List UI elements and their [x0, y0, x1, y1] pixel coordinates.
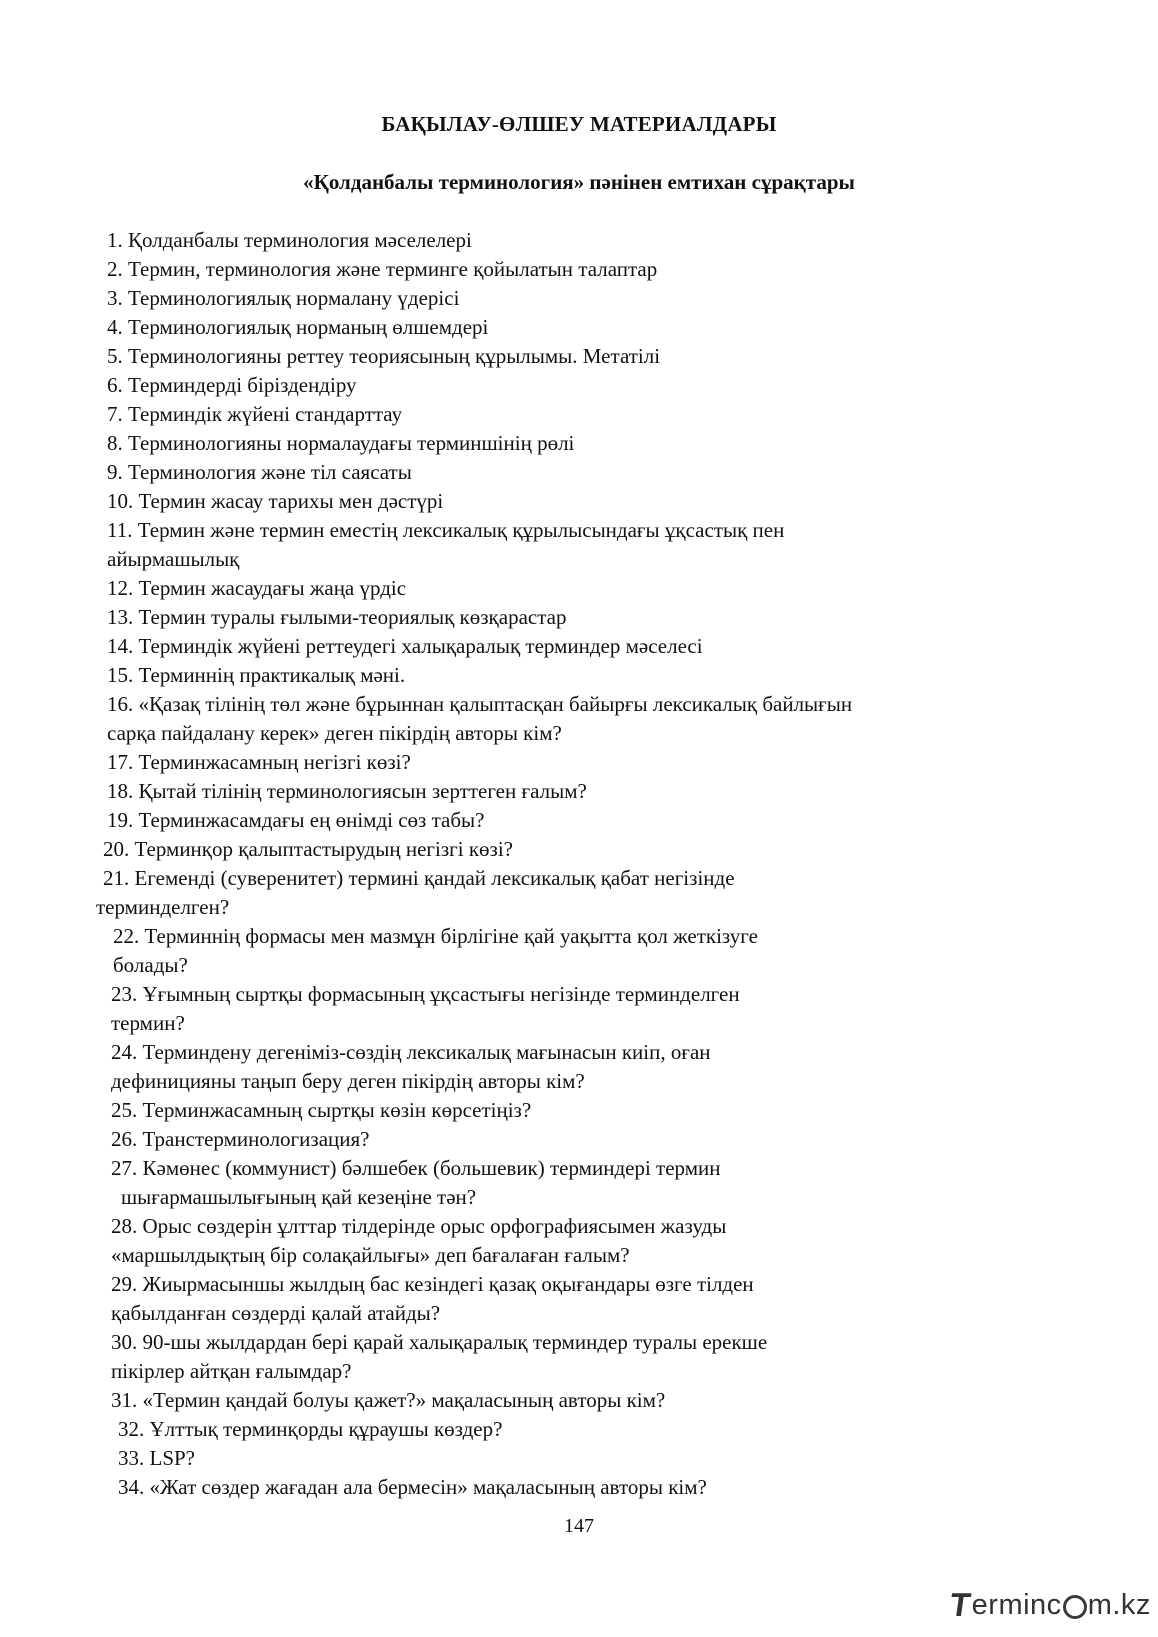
list-item: 5. Терминологияны реттеу теориясының құрылымы. Метатілі [107, 344, 661, 368]
logo-mark: T [947, 1586, 974, 1623]
list-item: 10. Термин жасау тарихы мен дәстүрі [107, 489, 444, 513]
logo-circle-icon [1063, 1595, 1087, 1619]
list-item: 24. Терминдену дегеніміз-сөздің лексикалық мағынасын киіп, оған [111, 1040, 711, 1064]
list-item: 14. Терминдік жүйені реттеудегі халықаралық терминдер мәселесі [107, 634, 703, 658]
logo-text-start: erminc [971, 1588, 1062, 1621]
list-item: 30. 90-шы жылдардан бері қарай халықаралық терминдер туралы ерекше [111, 1330, 768, 1354]
list-item-continuation: айырмашылық [107, 547, 240, 571]
list-item: 26. Транстерминологизация? [111, 1127, 370, 1151]
exam-question-list [0, 226, 1158, 1502]
list-item: 32. Ұлттық терминқорды құраушы көздер? [118, 1417, 503, 1441]
list-item: 1. Қолданбалы терминология мәселелері [107, 228, 472, 252]
list-item: 21. Егеменді (суверенитет) термині қандай лексикалық қабат негізінде [103, 866, 735, 890]
list-item: 33. LSP? [118, 1446, 196, 1470]
list-item-continuation: «маршылдықтың бір солақайлығы» деп бағалаған ғалым? [111, 1243, 630, 1267]
list-item: 23. Ұғымның сыртқы формасының ұқсастығы негізінде терминделген [111, 982, 740, 1006]
list-item: 11. Термин және термин еместің лексикалық құрылысындағы ұқсастық пен [107, 518, 785, 542]
list-item: 3. Терминологиялық нормалану үдерісі [107, 286, 460, 310]
list-item: 20. Терминқор қалыптастырудың негізгі көзі? [103, 837, 513, 861]
list-item-continuation: терминделген? [96, 895, 230, 919]
list-item-continuation: қабылданған сөздерді қалай атайды? [111, 1301, 441, 1325]
list-item-continuation: пікірлер айтқан ғалымдар? [111, 1359, 352, 1383]
list-item: 31. «Термин қандай болуы қажет?» мақаласының авторы кім? [111, 1388, 666, 1412]
logo-text-end: m.kz [1087, 1588, 1151, 1621]
list-item: 15. Терминнің практикалық мәні. [107, 663, 406, 687]
list-item: 12. Термин жасаудағы жаңа үрдіс [107, 576, 407, 600]
document-title: БАҚЫЛАУ-ӨЛШЕУ МАТЕРИАЛДАРЫ [381, 112, 777, 136]
document-subtitle: «Қолданбалы терминология» пәнінен емтихан сұрақтары [303, 170, 855, 194]
list-item: 6. Терминдерді біріздендіру [107, 373, 357, 397]
list-item: 7. Терминдік жүйені стандарттау [107, 402, 403, 426]
list-item: 19. Терминжасамдағы ең өнімді сөз табы? [107, 808, 485, 832]
list-item: 8. Терминологияны нормалаудағы терминшінің рөлі [107, 431, 575, 455]
list-item: 22. Терминнің формасы мен мазмұн бірлігіне қай уақытта қол жеткізуге [113, 924, 758, 948]
list-item-continuation: болады? [113, 953, 188, 977]
list-item: 9. Терминология және тіл саясаты [107, 460, 412, 484]
list-item: 13. Термин туралы ғылыми-теориялық көзқарастар [107, 605, 567, 629]
list-item: 28. Орыс сөздерін ұлттар тілдерінде орыс орфографиясымен жазуды [111, 1214, 727, 1238]
list-item-continuation: шығармашылығының қай кезеңіне тән? [121, 1185, 477, 1209]
list-item: 17. Терминжасамның негізгі көзі? [107, 750, 411, 774]
list-item: 18. Қытай тілінің терминологиясын зерттеген ғалым? [107, 779, 587, 803]
list-item-continuation: термин? [111, 1011, 185, 1035]
list-item: 2. Термин, терминология және терминге қойылатын талаптар [107, 257, 658, 281]
list-item-continuation: сарқа пайдалану керек» деген пікірдің авторы кім? [107, 721, 562, 745]
list-item: 4. Терминологиялық норманың өлшемдері [107, 315, 489, 339]
terminkom-logo [947, 1585, 1151, 1625]
list-item: 25. Терминжасамның сыртқы көзін көрсетіңіз? [111, 1098, 532, 1122]
list-item: 16. «Қазақ тілінің төл және бұрыннан қалыптасқан байырғы лексикалық байлығын [107, 692, 853, 716]
list-item: 34. «Жат сөздер жағадан ала бермесін» мақаласының авторы кім? [118, 1475, 707, 1499]
list-item: 27. Кәмөнес (коммунист) бәлшебек (большевик) терминдері термин [111, 1156, 721, 1180]
list-item: 29. Жиырмасыншы жылдың бас кезіндегі қазақ оқығандары өзге тілден [111, 1272, 754, 1296]
page-number: 147 [564, 1515, 594, 1537]
list-item-continuation: дефиницияны таңып беру деген пікірдің авторы кім? [111, 1069, 585, 1093]
